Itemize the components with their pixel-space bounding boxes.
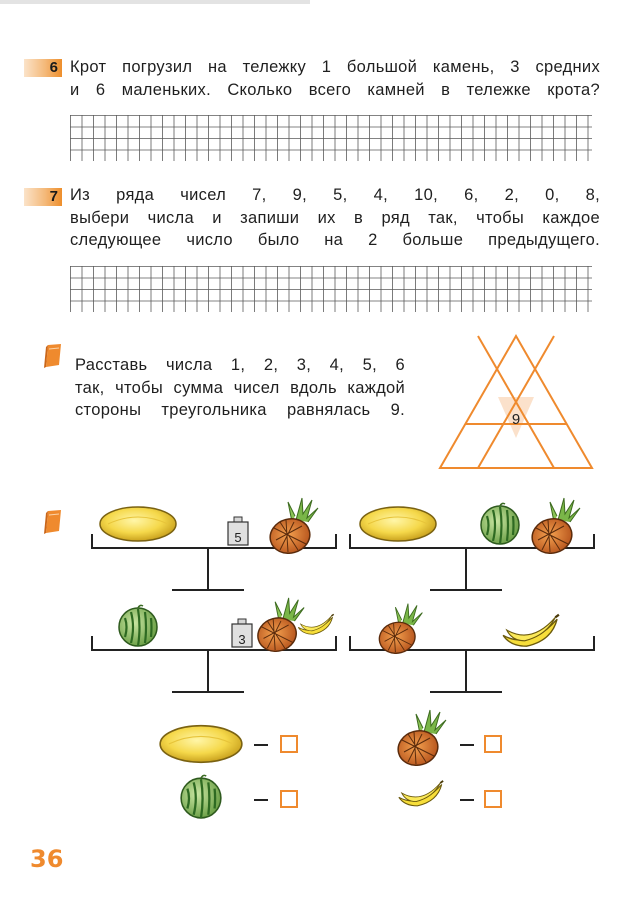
top-edge-line [0,0,310,4]
pineapple-icon [254,598,304,656]
dash-mark [254,744,268,746]
page-number: 36 [30,845,64,873]
pineapple-icon [394,710,446,770]
melon-icon [100,507,176,541]
task-6-text [70,56,600,101]
task-7-line-3: следующее число было на 2 больше предыдущего. [70,231,600,249]
dash-mark [254,799,268,801]
answer-grid-task-6[interactable] [70,115,592,161]
dash-mark [460,799,474,801]
triangle-task-text [75,354,405,422]
task-6-line-1: Крот погрузил на тележку 1 большой камень, 3 средних [70,58,600,76]
watermelon-icon [119,605,157,646]
answer-grid-task-7[interactable] [70,266,592,312]
watermelon-icon [181,775,221,818]
task-7-line-1: Из ряда чисел 7, 9, 5, 4, 10, 6, 2, 0, 8, [70,186,600,204]
melon-icon [360,507,436,541]
weight-label: 5 [234,530,242,545]
banana-icon [503,615,559,647]
triangle-task-line-1: Расставь числа 1, 2, 3, 4, 5, 6 [75,356,405,374]
triangle-task-line-3: стороны треугольника равнялась 9. [75,401,405,419]
scales-puzzle [80,490,620,820]
answer-box-watermelon[interactable] [280,790,298,808]
melon-icon [160,726,242,763]
scale-2 [350,498,594,590]
banana-icon [399,781,443,806]
scale-1 [92,498,336,590]
task-number-badge: 6 [24,59,62,77]
book-icon [44,509,62,535]
answer-box-pineapple[interactable] [484,735,502,753]
task-number-badge: 7 [24,188,62,206]
dash-mark [460,744,474,746]
task-7-text [70,184,600,252]
triangle-task-line-2: так, чтобы сумма чисел вдоль каждой [75,378,405,397]
book-icon [44,343,62,369]
watermelon-icon [481,503,519,544]
scale-4 [350,604,594,692]
answer-box-melon[interactable] [280,735,298,753]
task-6-line-2: и 6 маленьких. Сколько всего камней в тележке крота? [70,80,600,99]
banana-icon [298,614,333,634]
task-7-line-2: выбери числа и запиши их в ряд так, чтобы каждое [70,208,600,227]
scale-3 [92,598,336,692]
triangle-center-number: 9 [511,411,521,428]
weight-label: 3 [238,632,246,647]
triangle-puzzle[interactable] [430,328,600,473]
answer-box-banana[interactable] [484,790,502,808]
